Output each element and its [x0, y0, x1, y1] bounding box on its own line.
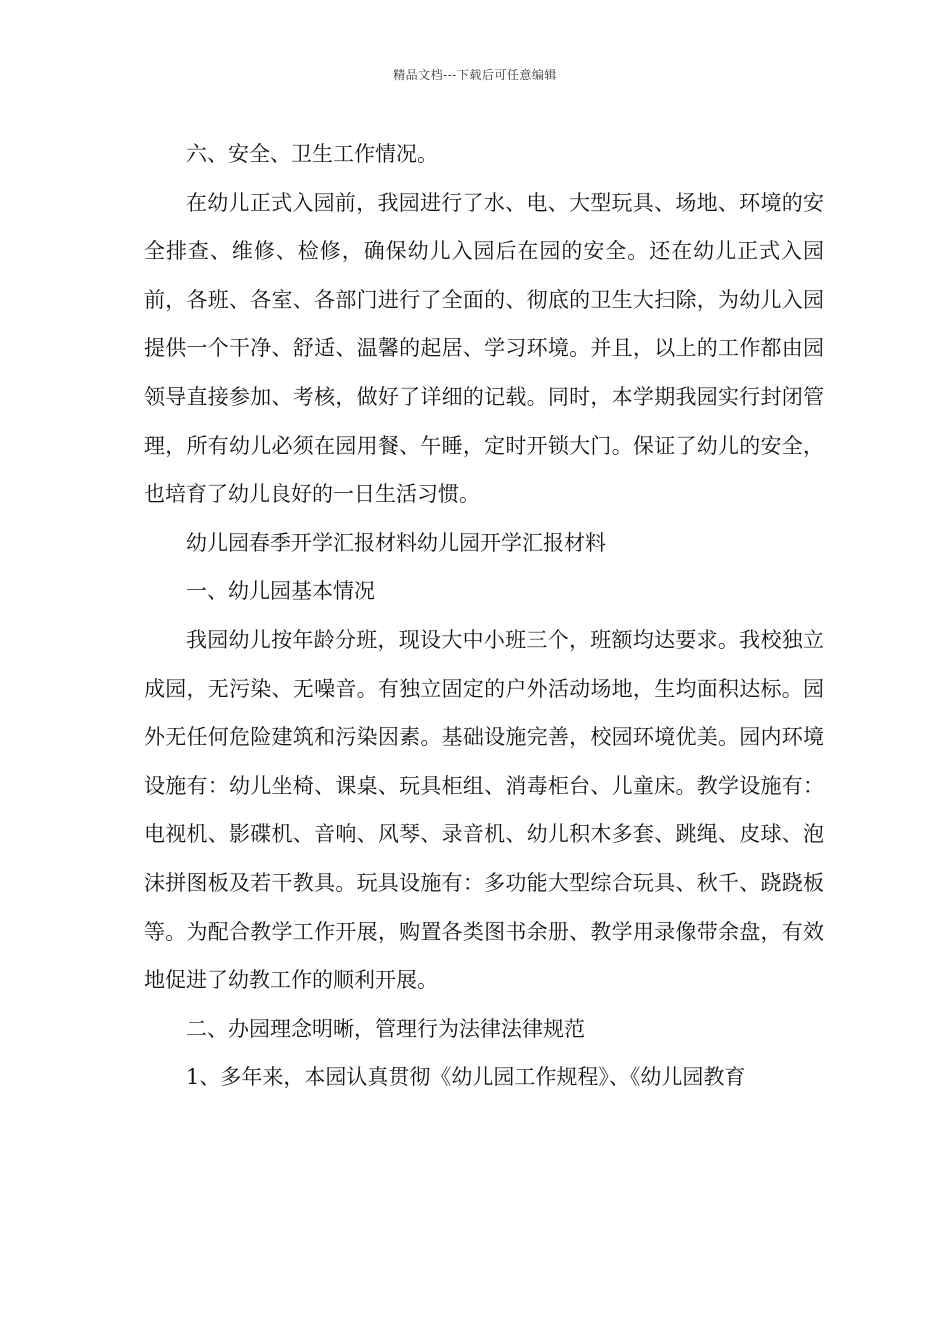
paragraph-philosophy-item-1: 1、多年来，本园认真贯彻《幼儿园工作规程》、《幼儿园教育: [186, 1065, 746, 1090]
section-heading-philosophy: 二、办园理念明晰，管理行为法律法律规范: [186, 1016, 585, 1041]
document-title: 幼儿园春季开学汇报材料幼儿园开学汇报材料: [186, 530, 606, 555]
section-heading-basic-info: 一、幼儿园基本情况: [186, 579, 375, 604]
page-header: 精品文档---下载后可任意编辑: [393, 68, 557, 82]
document-body: [144, 130, 824, 1102]
section-heading-safety: 六、安全、卫生工作情况。: [186, 142, 438, 166]
paragraph-basic-info: 我园幼儿按年龄分班，现设大中小班三个，班额均达要求。我校独立成园，无污染、无噪音。有独立固定的户外活动场地，生均面积达标。园外无任何危险建筑和污染因素。基础设施完善，校园环境优美。园内环境设施有：幼儿坐椅、课桌、玩具柜组、消毒柜台、儿童床。教学设施有：电视机、影碟机、音响、风琴、录音机、幼儿积木多套、跳绳、皮球、泡沫拼图板及若干教具。玩具设施有：多功能大型综合玩具、秋千、跷跷板等。为配合教学工作开展，购置各类图书余册、教学用录像带余盘，有效地促进了幼教工作的顺利开展。: [144, 627, 824, 993]
paragraph-safety-details: 在幼儿正式入园前，我园进行了水、电、大型玩具、场地、环境的安全排查、维修、检修，确保幼儿入园后在园的安全。还在幼儿正式入园前，各班、各室、各部门进行了全面的、彻底的卫生大扫除，为幼儿入园提供一个干净、舒适、温馨的起居、学习环境。并且，以上的工作都由园领导直接参加、考核，做好了详细的记载。同时，本学期我园实行封闭管理，所有幼儿必须在园用餐、午睡，定时开锁大门。保证了幼儿的安全，也培育了幼儿良好的一日生活习惯。: [144, 190, 824, 507]
